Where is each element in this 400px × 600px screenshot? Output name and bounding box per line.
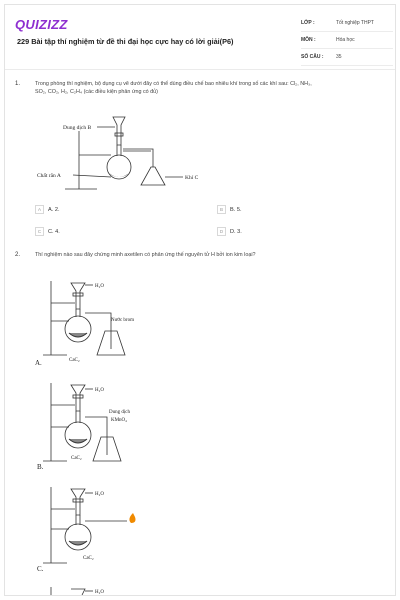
label-gas-c: Khí C: [185, 175, 199, 181]
apparatus-figure-b: [41, 377, 151, 469]
option-letter-box: B: [217, 205, 226, 214]
flame-icon: [129, 513, 135, 523]
question-number: 1.: [15, 81, 21, 87]
label-calcium-carbide: CaC₂: [71, 456, 82, 461]
question-text: Thí nghiệm nào sau đây chứng minh axetilen có phản ứng thế nguyên tử H bởi ion kim loại?: [35, 252, 256, 258]
question-text: [35, 80, 391, 96]
meta-row-subject: [301, 32, 393, 49]
meta-key: LỚP :: [301, 20, 315, 26]
apparatus-figure-a: [41, 273, 151, 365]
label-water: H₂O: [95, 492, 104, 497]
option-letter-box: A: [35, 205, 44, 214]
meta-table: [301, 15, 393, 66]
label-calcium-carbide: CaC₂: [69, 358, 80, 363]
label-water: H₂O: [95, 590, 104, 595]
gas-generation-apparatus-figure: [35, 115, 215, 195]
meta-key: MÔN :: [301, 37, 316, 43]
apparatus-figure-d: [41, 583, 151, 596]
answer-option-c[interactable]: [35, 227, 60, 236]
document-page: [4, 4, 396, 596]
meta-value: Hóa học: [336, 37, 355, 43]
label-calcium-carbide: CaC₂: [83, 556, 94, 561]
question-text-line: SO₂, CO₂, H₂, C₂H₄ (các điều kiện phản ứng có đủ): [35, 89, 158, 95]
quizizz-logo: QUIZIZZ: [15, 17, 68, 32]
meta-key: SỐ CÂU :: [301, 54, 324, 60]
meta-value: Tốt nghiệp THPT: [336, 20, 374, 26]
option-text: D. 3.: [230, 228, 242, 235]
meta-row-count: [301, 49, 393, 66]
answer-option-d[interactable]: [217, 227, 242, 236]
option-text: B. 5.: [230, 206, 242, 213]
option-letter-box: C: [35, 227, 44, 236]
question-text-line: Trong phòng thí nghiệm, bộ dụng cụ vẽ dưới đây có thể dùng điều chế bao nhiêu khí trong số các khí sau: Cl₂, NH₃,: [35, 81, 312, 87]
choice-letter[interactable]: A.: [35, 359, 42, 367]
worksheet-title: 229 Bài tập thí nghiệm từ đề thi đại học cực hay có lời giải(P6): [17, 37, 234, 46]
meta-row-class: [301, 15, 393, 32]
label-solid-a: Chất rắn A: [37, 173, 61, 179]
label-reagent: KMnO₄: [111, 418, 127, 423]
question-number: 2.: [15, 252, 21, 258]
label-solution-b: Dung dịch B: [63, 125, 92, 131]
meta-value: 35: [336, 54, 342, 60]
choice-letter[interactable]: B.: [37, 463, 44, 471]
answer-option-a[interactable]: [35, 205, 60, 214]
header-divider: [5, 69, 396, 70]
label-water: H₂O: [95, 284, 104, 289]
option-text: C. 4.: [48, 228, 60, 235]
label-reagent: Nước brom: [111, 318, 134, 323]
apparatus-figure-c: [41, 483, 151, 569]
choice-letter[interactable]: C.: [37, 565, 44, 573]
label-reagent: Dung dịch: [109, 410, 130, 415]
option-letter-box: D: [217, 227, 226, 236]
label-water: H₂O: [95, 388, 104, 393]
answer-option-b[interactable]: [217, 205, 242, 214]
option-text: A. 2.: [48, 206, 60, 213]
